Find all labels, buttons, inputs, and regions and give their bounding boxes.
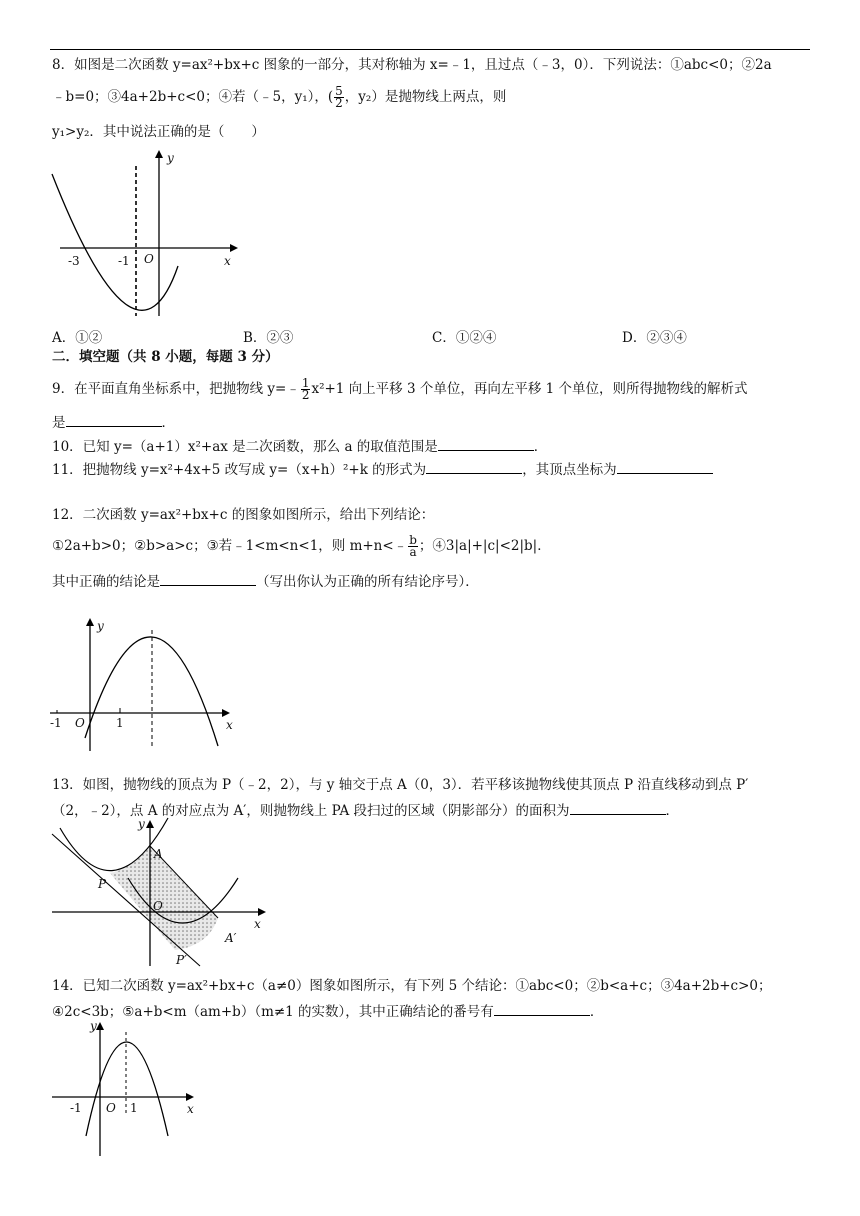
q8-line-1: 8．如图是二次函数 y=ax²+bx+c 图象的一部分，其对称轴为 x=﹣1，且过点（﹣3，0）．下列说法：①abc<0；②2a: [52, 57, 772, 73]
q8-origin-label: O: [144, 252, 154, 266]
header-rule: [50, 49, 810, 50]
q14-line-1: 14．已知二次函数 y=ax²+bx+c（a≠0）图象如图所示，有下列 5 个结论：①abc<0；②b<a+c；③4a+2b+c>0；: [52, 978, 772, 994]
q8-tick-neg1: -1: [118, 254, 130, 268]
q12-y-label: y: [97, 619, 104, 633]
q13-y-label: y: [138, 817, 145, 831]
q12-line-2: [52, 535, 551, 558]
q9-line-2-end: ．: [161, 415, 175, 431]
q8-tick-neg3: -3: [68, 254, 80, 268]
q9-line-1: [52, 378, 748, 401]
q11-answer-blank-2[interactable]: [617, 461, 713, 474]
q8-frac-num: 5: [335, 84, 343, 98]
q13-graph: [50, 818, 270, 968]
q10-line: [52, 438, 547, 456]
q8-graph: [48, 148, 248, 318]
section-2-title: 二．填空题（共 8 小题，每题 3 分）: [52, 349, 279, 365]
q12-tick-1: 1: [116, 716, 124, 730]
q8-y-label: y: [167, 151, 174, 165]
q12-answer-blank[interactable]: [160, 573, 256, 586]
q13-point-p-prime: P′: [176, 953, 187, 967]
q13-point-p: P: [98, 877, 107, 891]
q12-line-3-end: （写出你认为正确的所有结论序号）．: [256, 574, 479, 590]
q13-x-arrow: [258, 908, 266, 916]
q11-mid: ，其顶点坐标为: [522, 462, 617, 478]
q14-tick-1: 1: [130, 1101, 138, 1115]
q8-line-2-start: ﹣b=0；③4a+2b+c<0；④若（﹣5，y₁），(: [52, 89, 334, 105]
q14-line-2-start: ④2c<3b；⑤a+b<m（am+b）（m≠1 的实数），其中正确结论的番号有: [52, 1004, 494, 1020]
q13-y-arrow: [146, 820, 154, 828]
q13-line-2-end: ．: [665, 803, 680, 819]
q9-line-1-start: 9．在平面直角坐标系中，把抛物线 y=﹣: [52, 381, 300, 397]
q12-line-1: 12．二次函数 y=ax²+bx+c 的图象如图所示，给出下列结论：: [52, 507, 435, 523]
q12-x-label: x: [226, 718, 233, 732]
q10-text: 10．已知 y=（a+1）x²+ax 是二次函数，那么 a 的取值范围是: [52, 439, 438, 455]
q14-parabola: [86, 1042, 168, 1136]
q12-line-2-start: ①2a+b>0；②b>a>c；③若﹣1<m<n<1，则 m+n<﹣: [52, 538, 408, 554]
q9-line-2: [52, 414, 175, 432]
q9-answer-blank[interactable]: [66, 414, 162, 427]
q12-x-arrow: [222, 709, 230, 717]
q12-y-arrow: [86, 618, 94, 626]
q8-line-2-end: ，y₂）是抛物线上两点，则: [344, 89, 507, 105]
q13-point-a-prime: A′: [225, 931, 237, 945]
q8-frac-den: 2: [335, 96, 343, 110]
q10-end: ．: [533, 439, 548, 455]
q13-point-a: A: [154, 847, 163, 861]
q9-line-1-end: x²+1 向上平移 3 个单位，再向左平移 1 个单位，则所得抛物线的解析式: [311, 381, 748, 397]
q13-answer-blank[interactable]: [570, 802, 666, 815]
q8-option-d[interactable]: D．②③④: [622, 330, 687, 346]
q14-tick-neg1: -1: [70, 1101, 82, 1115]
q12-frac-den: a: [409, 545, 417, 559]
q13-line-1: 13．如图，抛物线的顶点为 P（﹣2，2），与 y 轴交于点 A（0，3）．若平移该抛物线使其顶点 P 沿直线移动到点 P′: [52, 777, 749, 793]
q12-line-3-start: 其中正确的结论是: [52, 574, 160, 590]
q9-line-2-start: 是: [52, 415, 66, 431]
q11-line: [52, 461, 713, 479]
q8-fraction: [334, 86, 344, 109]
q9-fraction: [301, 378, 311, 401]
q14-y-arrow: [96, 1022, 104, 1030]
q12-tick-neg1: -1: [50, 716, 62, 730]
q8-x-label: x: [224, 254, 231, 268]
q13-origin: O: [153, 899, 163, 913]
q14-graph: [50, 1018, 210, 1158]
q12-frac-num: b: [409, 533, 417, 547]
q13-line-2-start: （2，﹣2），点 A 的对应点为 A′，则抛物线上 PA 段扫过的区域（阴影部分）的面积为: [52, 803, 570, 819]
q8-option-c[interactable]: C．①②④: [432, 330, 497, 346]
q12-graph: [50, 616, 250, 756]
q13-x-label: x: [254, 917, 261, 931]
q8-y-arrow: [155, 150, 163, 158]
q12-line-3: [52, 573, 479, 591]
q12-fraction: [408, 535, 418, 558]
q11-answer-blank-1[interactable]: [426, 461, 522, 474]
q9-frac-den: 2: [301, 388, 310, 402]
q14-answer-blank[interactable]: [494, 1003, 590, 1016]
q11-text: 11．把抛物线 y=x²+4x+5 改写成 y=（x+h）²+k 的形式为: [52, 462, 427, 478]
q12-origin-label: O: [75, 716, 85, 730]
q14-x-label: x: [187, 1102, 194, 1116]
q8-x-arrow: [230, 244, 238, 252]
q12-line-2-end: ；④3|a|+|c|<2|b|．: [418, 538, 551, 554]
q9-frac-num: 1: [301, 376, 310, 390]
q14-x-arrow: [186, 1093, 194, 1101]
q8-option-b[interactable]: B．②③: [243, 330, 294, 346]
q14-y-label: y: [90, 1019, 97, 1033]
q10-answer-blank[interactable]: [438, 438, 534, 451]
q14-origin-label: O: [106, 1101, 116, 1115]
q8-option-a[interactable]: A．①②: [52, 330, 103, 346]
q8-line-3: y₁>y₂．其中说法正确的是（ ）: [52, 124, 265, 140]
q14-line-2-end: ．: [589, 1004, 604, 1020]
q8-line-2: [52, 86, 506, 109]
